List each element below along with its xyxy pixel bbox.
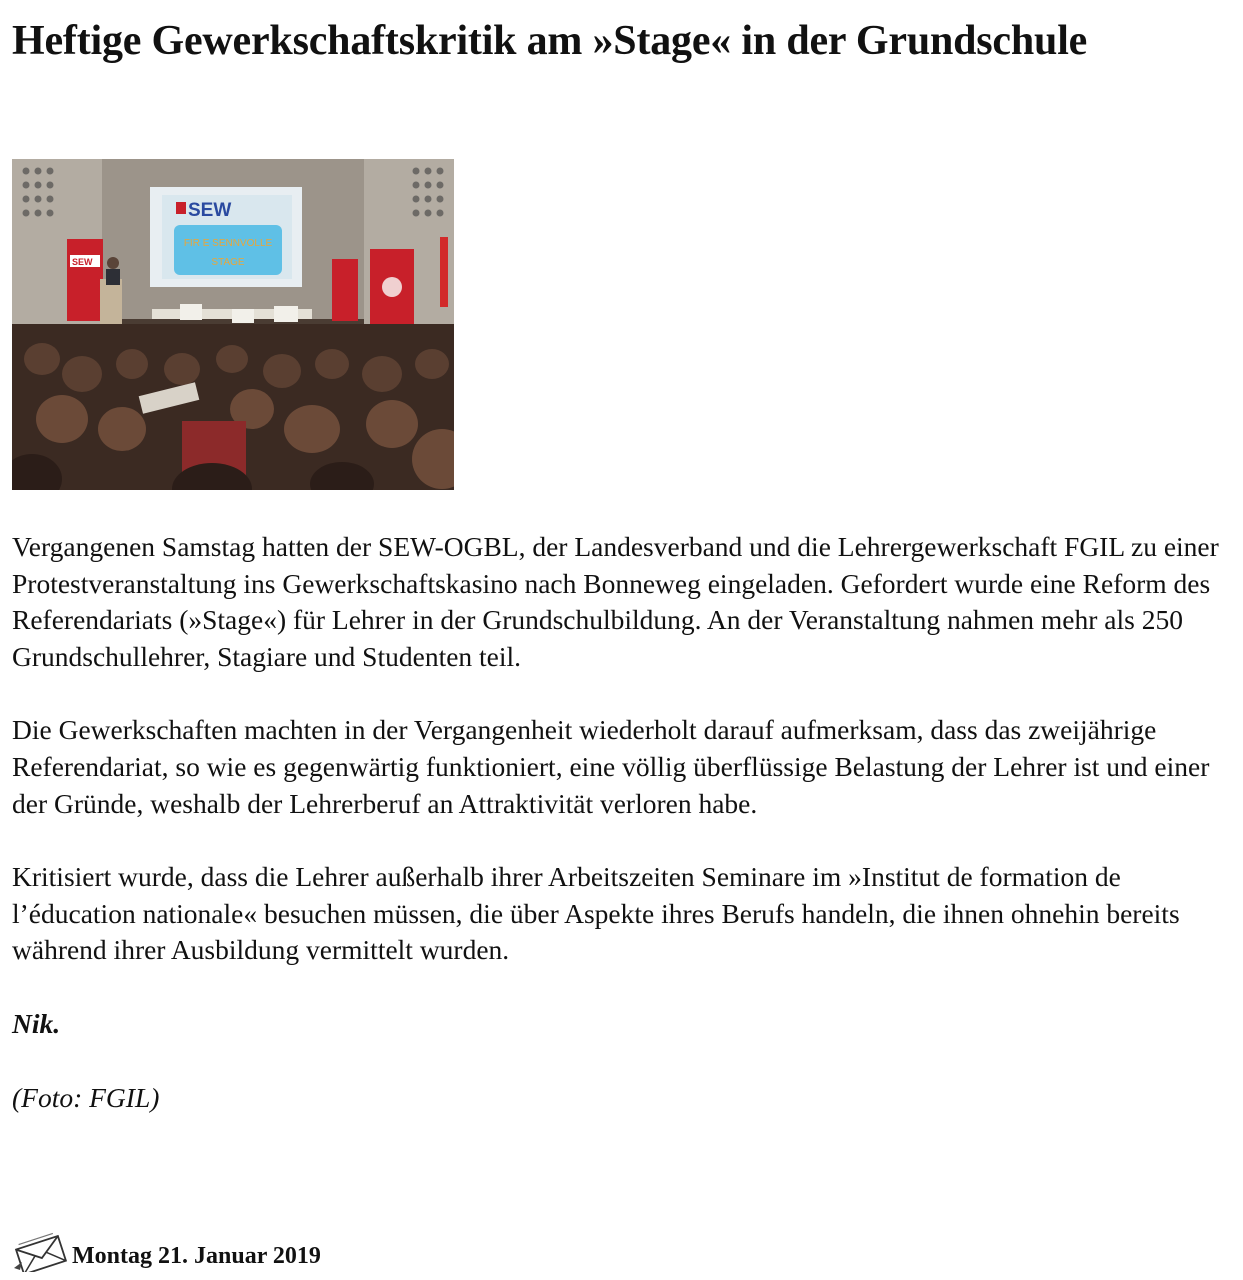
article-headline: Heftige Gewerkschaftskritik am »Stage« in der Grundschule xyxy=(12,18,1088,64)
article-body xyxy=(12,529,1227,1116)
publication-date: Montag 21. Januar 2019 xyxy=(72,1243,321,1269)
article-footer xyxy=(12,1226,321,1272)
banner-left-label: SEW xyxy=(72,257,93,267)
article-paragraph-1: Vergangenen Samstag hatten der SEW-OGBL, der Landesverband und die Lehrergewerkschaft FGIL zu einer Protestveranstaltung ins Gewerkschaftskasino nach Bonneweg eingeladen. Gefordert wurde eine Reform des Referendariats (»Stage«) für Lehrer in der Grundschulbildung. An der Veranstaltung nahmen mehr als 250 Grundschullehrer, Stagiare und Studenten teil. xyxy=(12,531,1219,672)
article-photo xyxy=(12,159,454,490)
article-paragraph-3: Kritisiert wurde, dass die Lehrer außerhalb ihrer Arbeitszeiten Seminare im »Institut de formation de l’éducation nationale« besuchen müssen, die über Aspekte ihres Berufs handeln, die ihnen ohnehin bereits während ihrer Ausbildung vermittelt wurden. xyxy=(12,861,1180,966)
photo-credit: (Foto: FGIL) xyxy=(12,1081,160,1113)
mail-envelope-icon[interactable] xyxy=(12,1228,70,1272)
article-paragraph-2: Die Gewerkschaften machten in der Vergangenheit wiederholt darauf aufmerksam, dass das zweijährige Referendariat, so wie es gegenwärtig funktioniert, eine völlig überflüssige Belastung der Lehrer ist und einer der Gründe, weshalb der Lehrerberuf an Attraktivität verloren habe. xyxy=(12,714,1210,819)
screen-text-line1: FIR E SENNVOLLE xyxy=(183,238,273,249)
screen-logo-text: SEW xyxy=(188,200,232,221)
screen-text-line2: STAGE xyxy=(211,257,245,268)
article-author: Nik. xyxy=(12,1007,61,1039)
article xyxy=(12,14,1227,1113)
